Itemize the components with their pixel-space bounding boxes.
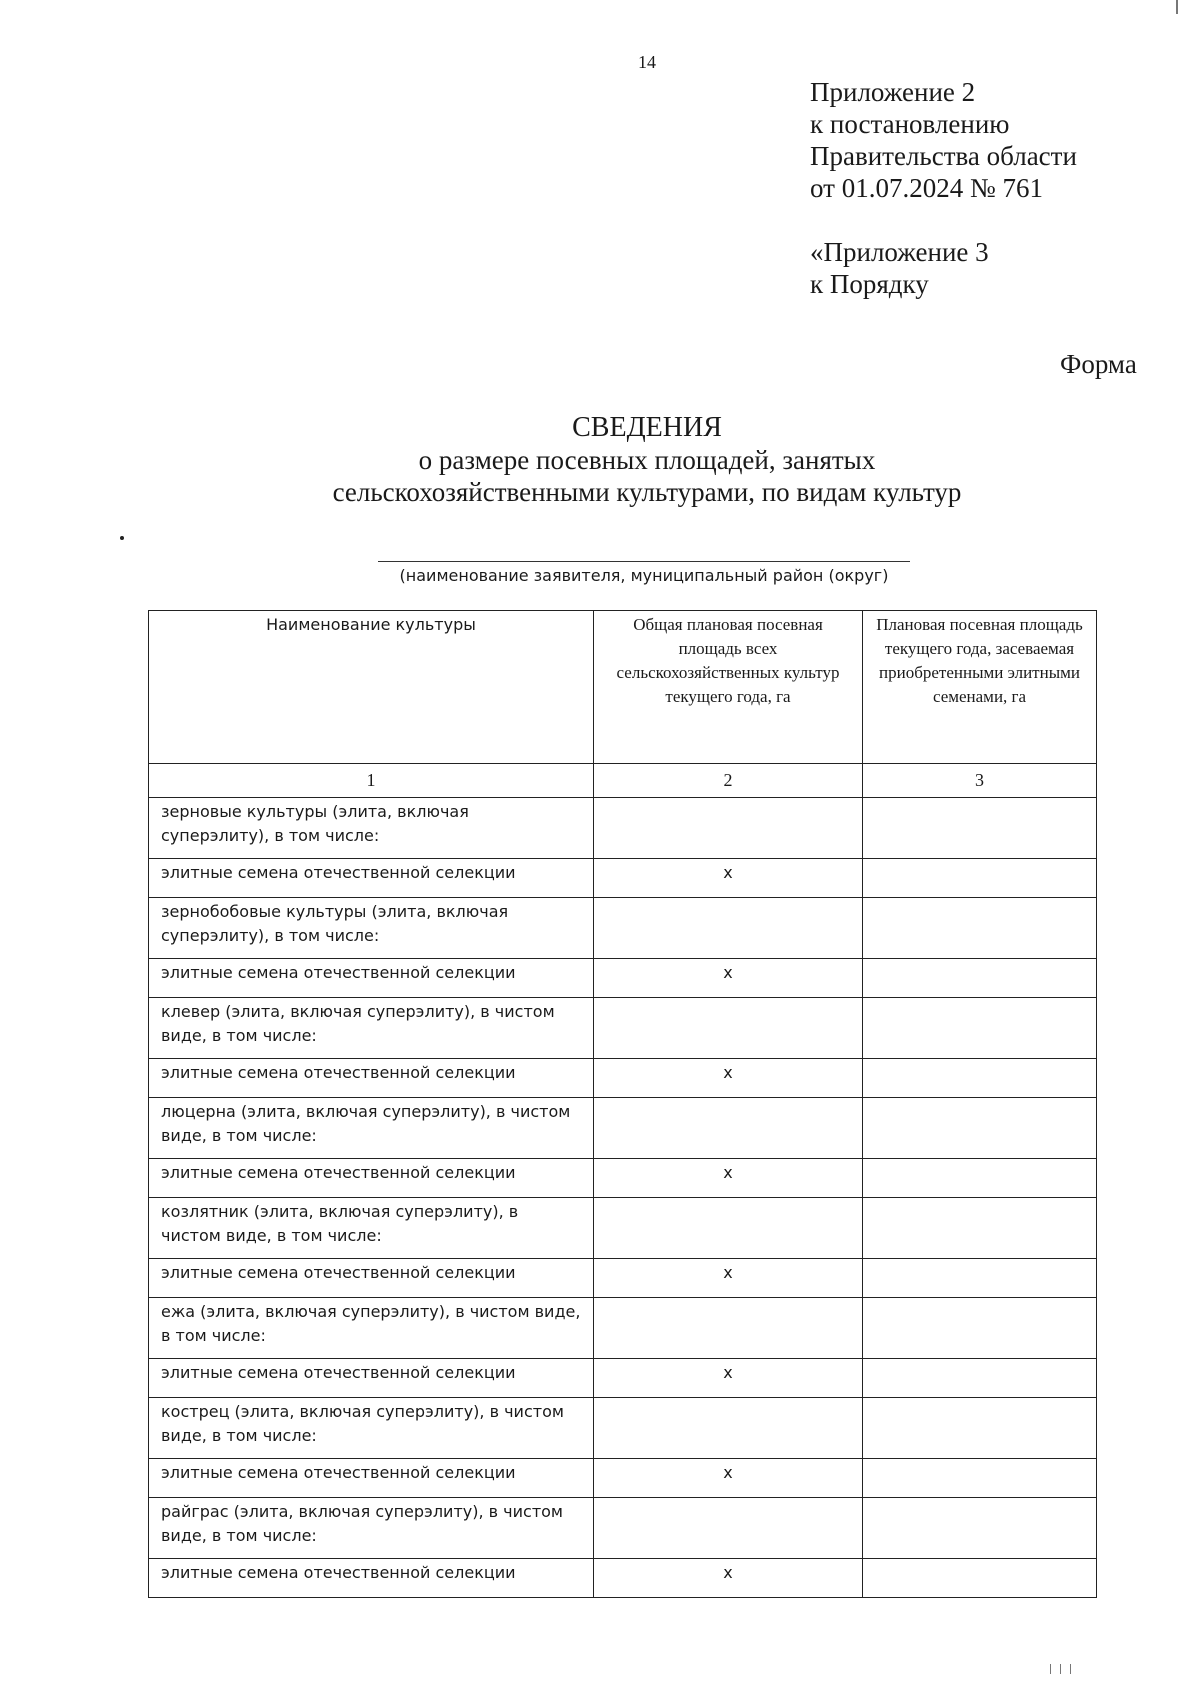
elite-area-cell[interactable]	[863, 1359, 1097, 1398]
crop-name-cell: элитные семена отечественной селекции	[149, 1359, 594, 1398]
document-title	[300, 412, 994, 508]
column-number-row	[149, 764, 1097, 798]
elite-area-cell[interactable]	[863, 1159, 1097, 1198]
total-area-cell[interactable]	[594, 1498, 863, 1559]
table-row	[149, 898, 1097, 959]
table-row	[149, 959, 1097, 998]
elite-area-cell[interactable]	[863, 898, 1097, 959]
column-header: Наименование культуры	[149, 611, 594, 764]
order-line: «Приложение 3	[810, 237, 989, 267]
total-area-cell[interactable]	[594, 1198, 863, 1259]
column-number: 2	[594, 764, 863, 798]
crop-name-cell: элитные семена отечественной селекции	[149, 1559, 594, 1598]
total-area-cell[interactable]	[594, 798, 863, 859]
table-row	[149, 1098, 1097, 1159]
crop-name-cell: элитные семена отечественной селекции	[149, 1259, 594, 1298]
total-area-cell[interactable]	[594, 998, 863, 1059]
elite-area-cell[interactable]	[863, 1498, 1097, 1559]
crop-name-cell: ежа (элита, включая суперэлиту), в чистом виде, в том числе:	[149, 1298, 594, 1359]
total-area-cell[interactable]	[594, 898, 863, 959]
crop-name-cell: козлятник (элита, включая суперэлиту), в чистом виде, в том числе:	[149, 1198, 594, 1259]
column-header: Общая плановая посевная площадь всех сельскохозяйственных культур текущего года, га	[594, 611, 863, 764]
crop-name-cell: люцерна (элита, включая суперэлиту), в чистом виде, в том числе:	[149, 1098, 594, 1159]
scan-edge-mark	[1176, 0, 1178, 14]
table-row	[149, 798, 1097, 859]
crop-name-cell: элитные семена отечественной селекции	[149, 959, 594, 998]
total-area-cell: х	[594, 1559, 863, 1598]
attachment-line: к постановлению	[810, 109, 1010, 139]
total-area-cell: х	[594, 959, 863, 998]
scan-edge-mark	[1060, 1664, 1061, 1674]
elite-area-cell[interactable]	[863, 959, 1097, 998]
crop-name-cell: кострец (элита, включая суперэлиту), в чистом виде, в том числе:	[149, 1398, 594, 1459]
table-row	[149, 998, 1097, 1059]
crop-name-cell: элитные семена отечественной селекции	[149, 1159, 594, 1198]
crop-name-cell: клевер (элита, включая суперэлиту), в чистом виде, в том числе:	[149, 998, 594, 1059]
table-row	[149, 859, 1097, 898]
scan-edge-mark	[1070, 1664, 1071, 1674]
table-row	[149, 1298, 1097, 1359]
crop-name-cell: элитные семена отечественной селекции	[149, 859, 594, 898]
elite-area-cell[interactable]	[863, 998, 1097, 1059]
title-line: о размере посевных площадей, занятых	[418, 445, 876, 475]
crop-name-cell: райграс (элита, включая суперэлиту), в чистом виде, в том числе:	[149, 1498, 594, 1559]
crop-name-cell: элитные семена отечественной селекции	[149, 1459, 594, 1498]
title-line: сельскохозяйственными культурами, по видам культур	[332, 477, 962, 507]
elite-area-cell[interactable]	[863, 859, 1097, 898]
order-line: к Порядку	[810, 269, 929, 299]
crop-name-cell: зерновые культуры (элита, включая суперэлиту), в том числе:	[149, 798, 594, 859]
attachment-line: Приложение 2	[810, 77, 976, 107]
elite-area-cell[interactable]	[863, 1459, 1097, 1498]
total-area-cell[interactable]	[594, 1098, 863, 1159]
attachment-reference	[810, 76, 1077, 204]
crops-table	[148, 610, 1097, 1598]
table-row	[149, 1398, 1097, 1459]
scan-speck	[120, 536, 124, 540]
title-main: СВЕДЕНИЯ	[572, 412, 722, 443]
elite-area-cell[interactable]	[863, 1559, 1097, 1598]
elite-area-cell[interactable]	[863, 1059, 1097, 1098]
column-header: Плановая посевная площадь текущего года, засеваемая приобретенными элитными семенами, га	[863, 611, 1097, 764]
total-area-cell[interactable]	[594, 1298, 863, 1359]
column-number: 1	[149, 764, 594, 798]
attachment-line: Правительства области	[810, 141, 1077, 171]
scan-edge-mark	[1050, 1664, 1051, 1674]
total-area-cell: х	[594, 859, 863, 898]
table-row	[149, 1059, 1097, 1098]
attachment-line: от 01.07.2024 № 761	[810, 173, 1043, 203]
table-row	[149, 1359, 1097, 1398]
column-number: 3	[863, 764, 1097, 798]
total-area-cell[interactable]	[594, 1398, 863, 1459]
elite-area-cell[interactable]	[863, 1298, 1097, 1359]
applicant-caption: (наименование заявителя, муниципальный район (округ)	[399, 566, 889, 585]
table-row	[149, 1498, 1097, 1559]
total-area-cell: х	[594, 1059, 863, 1098]
table-row	[149, 1259, 1097, 1298]
total-area-cell: х	[594, 1159, 863, 1198]
page-number: 14	[638, 52, 656, 72]
crop-name-cell: элитные семена отечественной селекции	[149, 1059, 594, 1098]
table-row	[149, 1198, 1097, 1259]
elite-area-cell[interactable]	[863, 1198, 1097, 1259]
order-reference	[810, 236, 989, 300]
total-area-cell: х	[594, 1359, 863, 1398]
table-row	[149, 1159, 1097, 1198]
total-area-cell: х	[594, 1459, 863, 1498]
table-row	[149, 1459, 1097, 1498]
elite-area-cell[interactable]	[863, 1398, 1097, 1459]
elite-area-cell[interactable]	[863, 798, 1097, 859]
table-row	[149, 1559, 1097, 1598]
total-area-cell: х	[594, 1259, 863, 1298]
crop-name-cell: зернобобовые культуры (элита, включая суперэлиту), в том числе:	[149, 898, 594, 959]
table-header-row	[149, 611, 1097, 764]
applicant-fill-line[interactable]	[378, 561, 910, 562]
elite-area-cell[interactable]	[863, 1098, 1097, 1159]
elite-area-cell[interactable]	[863, 1259, 1097, 1298]
form-label: Форма	[1060, 349, 1137, 379]
